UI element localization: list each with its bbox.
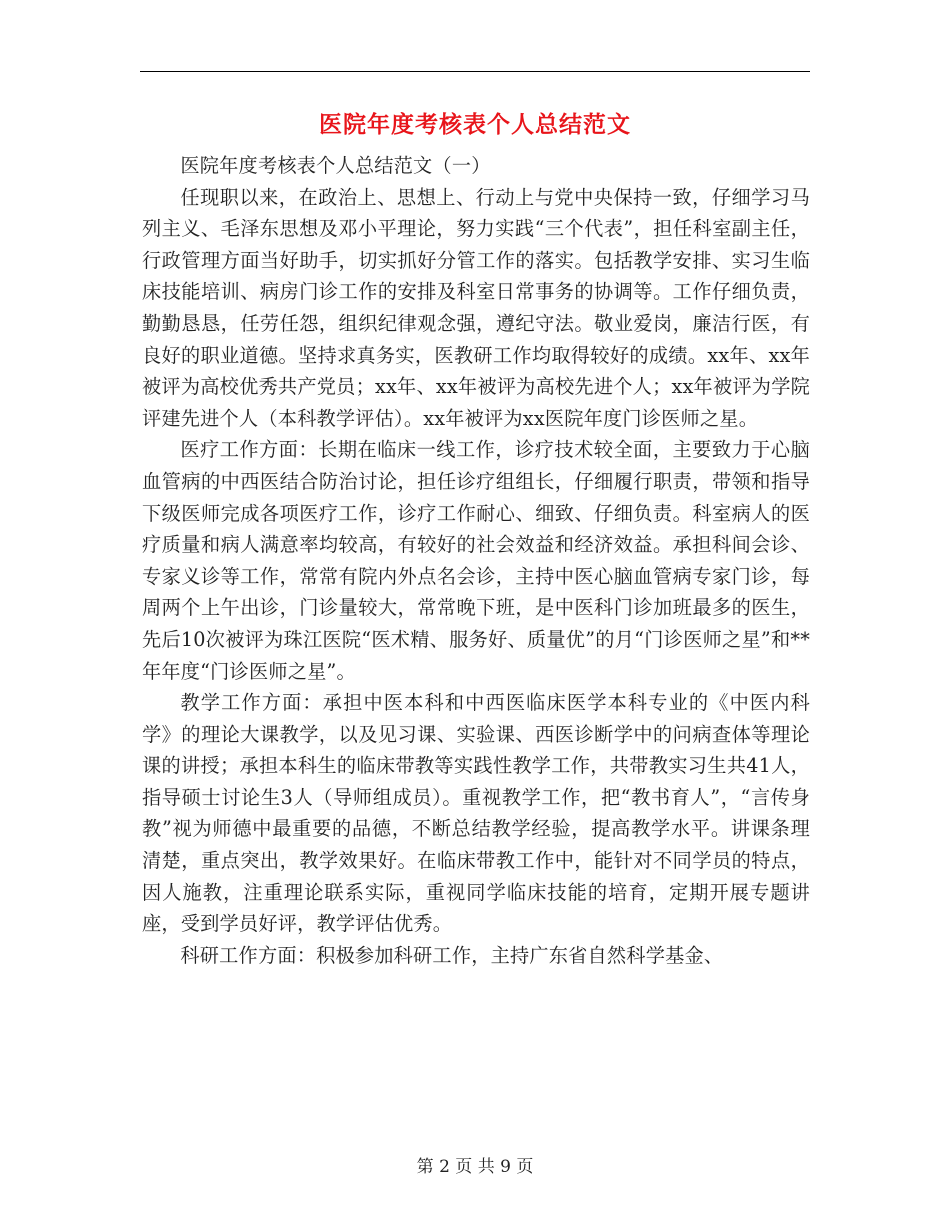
- document-body: [142, 150, 810, 971]
- paragraph-teaching-work: 教学工作方面：承担中医本科和中西医临床医学本科专业的《中医内科学》的理论大课教学，以及见习课、实验课、西医诊断学中的问病查体等理论课的讲授；承担本科生的临床带教等实践性教学工作，共带教实习生共41人，指导硕士讨论生3人（导师组成员）。重视教学工作，把“教书育人”，“言传身教”视为师德中最重要的品德，不断总结教学经验，提高教学水平。讲课条理清楚，重点突出，教学效果好。在临床带教工作中，能针对不同学员的特点，因人施教，注重理论联系实际，重视同学临床技能的培育，定期开展专题讲座，受到学员好评，教学评估优秀。: [142, 691, 810, 936]
- page-number-footer: 第 2 页 共 9 页: [416, 1157, 534, 1177]
- header-rule: [140, 71, 810, 72]
- section-heading: 医院年度考核表个人总结范文（一）: [180, 154, 491, 177]
- paragraph-medical-work: 医疗工作方面：长期在临床一线工作，诊疗技术较全面，主要致力于心脑血管病的中西医结合防治讨论，担任诊疗组组长，仔细履行职责，带领和指导下级医师完成各项医疗工作，诊疗工作耐心、细致、仔细负责。科室病人的医疗质量和病人满意率均较高，有较好的社会效益和经济效益。承担科间会诊、专家义诊等工作，常常有院内外点名会诊，主持中医心脑血管病专家门诊，每周两个上午出诊，门诊量较大，常常晚下班，是中医科门诊加班最多的医生，先后10次被评为珠江医院“医术精、服务好、质量优”的月“门诊医师之星”和**年年度“门诊医师之星”。: [142, 438, 810, 683]
- document-title: 医院年度考核表个人总结范文: [319, 111, 631, 138]
- paragraph-overview: 任现职以来，在政治上、思想上、行动上与党中央保持一致，仔细学习马列主义、毛泽东思想及邓小平理论，努力实践“三个代表”，担任科室副主任，行政管理方面当好助手，切实抓好分管工作的落实。包括教学安排、实习生临床技能培训、病房门诊工作的安排及科室日常事务的协调等。工作仔细负责，勤勤恳恳，任劳任怨，组织纪律观念强，遵纪守法。敬业爱岗，廉洁行医，有良好的职业道德。坚持求真务实，医教研工作均取得较好的成绩。xx年、xx年被评为高校优秀共产党员；xx年、xx年被评为高校先进个人；xx年被评为学院评建先进个人（本科教学评估）。xx年被评为xx医院年度门诊医师之星。: [142, 185, 810, 430]
- paragraph-research-work: 科研工作方面：积极参加科研工作，主持广东省自然科学基金、: [180, 943, 724, 967]
